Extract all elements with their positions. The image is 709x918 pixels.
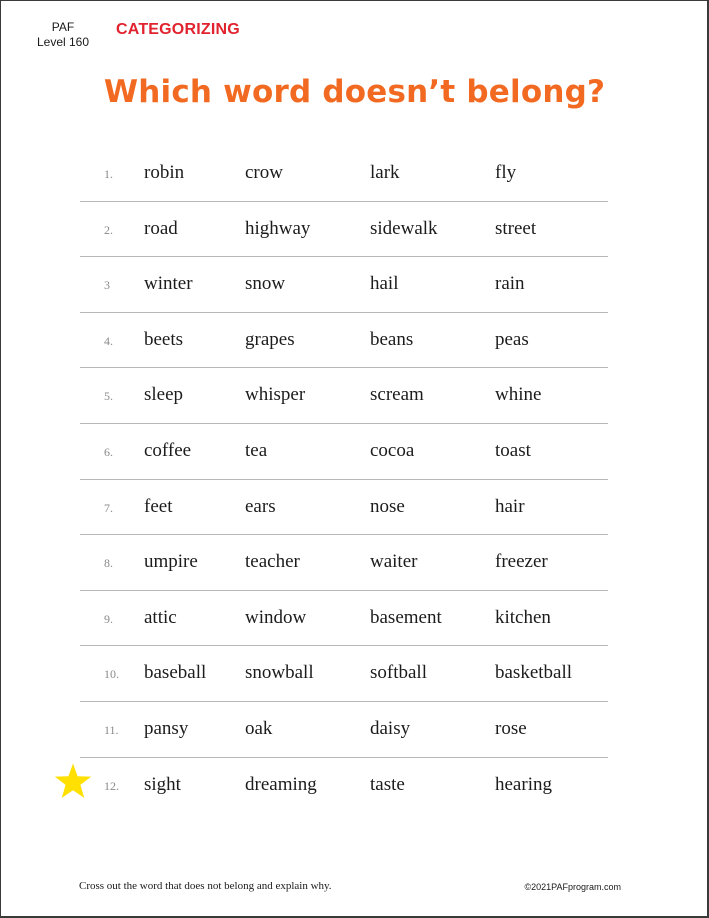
word-option[interactable]: hearing [495, 773, 552, 795]
row-number: 11. [104, 722, 119, 737]
word-option[interactable]: fly [495, 162, 517, 183]
word-row [80, 480, 608, 536]
row-number: 4. [104, 333, 113, 348]
word-option[interactable]: waiter [370, 551, 418, 573]
word-option[interactable]: sleep [144, 384, 184, 406]
row-number: 3 [104, 278, 110, 293]
row-number: 10. [104, 667, 119, 682]
row-number: 1. [104, 167, 113, 181]
row-number: 5. [104, 389, 113, 404]
word-row [80, 424, 608, 480]
word-option[interactable]: scream [370, 384, 424, 406]
word-option[interactable]: sidewalk [370, 217, 438, 239]
word-option[interactable]: whisper [245, 384, 306, 406]
word-option[interactable]: rose [495, 717, 527, 739]
row-number: 7. [104, 500, 113, 515]
word-row [80, 591, 608, 647]
word-option[interactable]: rain [495, 273, 525, 295]
word-option[interactable]: kitchen [495, 606, 551, 628]
word-option[interactable]: basement [370, 606, 442, 628]
word-option[interactable]: umpire [144, 551, 198, 573]
word-option[interactable]: taste [370, 773, 405, 795]
copyright-text: ©2021PAFprogram.com [524, 882, 621, 892]
word-option[interactable]: pansy [144, 717, 189, 739]
word-option[interactable]: feet [144, 495, 173, 517]
word-rows [80, 146, 608, 813]
word-row [80, 313, 608, 369]
program-level-label [28, 20, 98, 50]
word-option[interactable]: attic [144, 606, 177, 628]
word-option[interactable]: tea [245, 439, 268, 461]
word-option[interactable]: lark [370, 162, 400, 183]
word-option[interactable]: softball [370, 662, 427, 684]
word-option[interactable]: highway [245, 217, 311, 239]
word-row [80, 368, 608, 424]
row-number: 12. [104, 778, 119, 793]
word-option[interactable]: nose [370, 495, 405, 517]
category-heading: CATEGORIZING [116, 21, 240, 38]
word-option[interactable]: snow [245, 273, 286, 295]
word-option[interactable]: beets [144, 328, 184, 350]
word-option[interactable]: ears [245, 495, 276, 517]
row-number: 9. [104, 611, 113, 626]
word-option[interactable]: freezer [495, 551, 548, 573]
level-label: Level 160 [36, 35, 90, 49]
row-number: 8. [104, 556, 113, 571]
instruction-text: Cross out the word that does not belong and explain why. [79, 880, 332, 892]
row-number: 6. [104, 444, 113, 459]
word-option[interactable]: street [495, 217, 537, 239]
word-option[interactable]: cocoa [370, 439, 415, 461]
word-option[interactable]: coffee [144, 439, 192, 461]
word-row [80, 257, 608, 313]
word-row [80, 146, 608, 202]
word-option[interactable]: robin [144, 162, 185, 183]
word-option[interactable]: sight [144, 773, 181, 795]
word-option[interactable]: window [245, 606, 307, 628]
word-option[interactable]: snowball [245, 662, 314, 684]
word-option[interactable]: road [144, 217, 178, 239]
word-option[interactable]: daisy [370, 717, 411, 739]
word-option[interactable]: hail [370, 273, 399, 295]
word-option[interactable]: oak [245, 717, 273, 739]
worksheet-title: Which word doesn’t belong? [103, 74, 606, 110]
word-option[interactable]: teacher [245, 551, 300, 573]
word-option[interactable]: whine [495, 384, 542, 406]
word-row [80, 535, 608, 591]
row-number: 2. [104, 222, 113, 237]
word-option[interactable]: crow [245, 162, 283, 183]
word-option[interactable]: toast [495, 439, 531, 461]
star-icon [53, 762, 93, 802]
word-option[interactable]: peas [495, 328, 529, 350]
word-option[interactable]: grapes [245, 328, 295, 350]
star-shape [55, 764, 91, 799]
word-option[interactable]: winter [144, 273, 193, 295]
word-row [80, 702, 608, 758]
word-row [80, 646, 608, 702]
word-row [80, 202, 608, 258]
word-option[interactable]: dreaming [245, 773, 317, 795]
word-option[interactable]: baseball [144, 662, 207, 684]
word-option[interactable]: hair [495, 495, 525, 517]
word-option[interactable]: beans [370, 328, 414, 350]
word-row [80, 758, 608, 814]
program-name: PAF [51, 20, 75, 34]
word-option[interactable]: basketball [495, 662, 573, 684]
